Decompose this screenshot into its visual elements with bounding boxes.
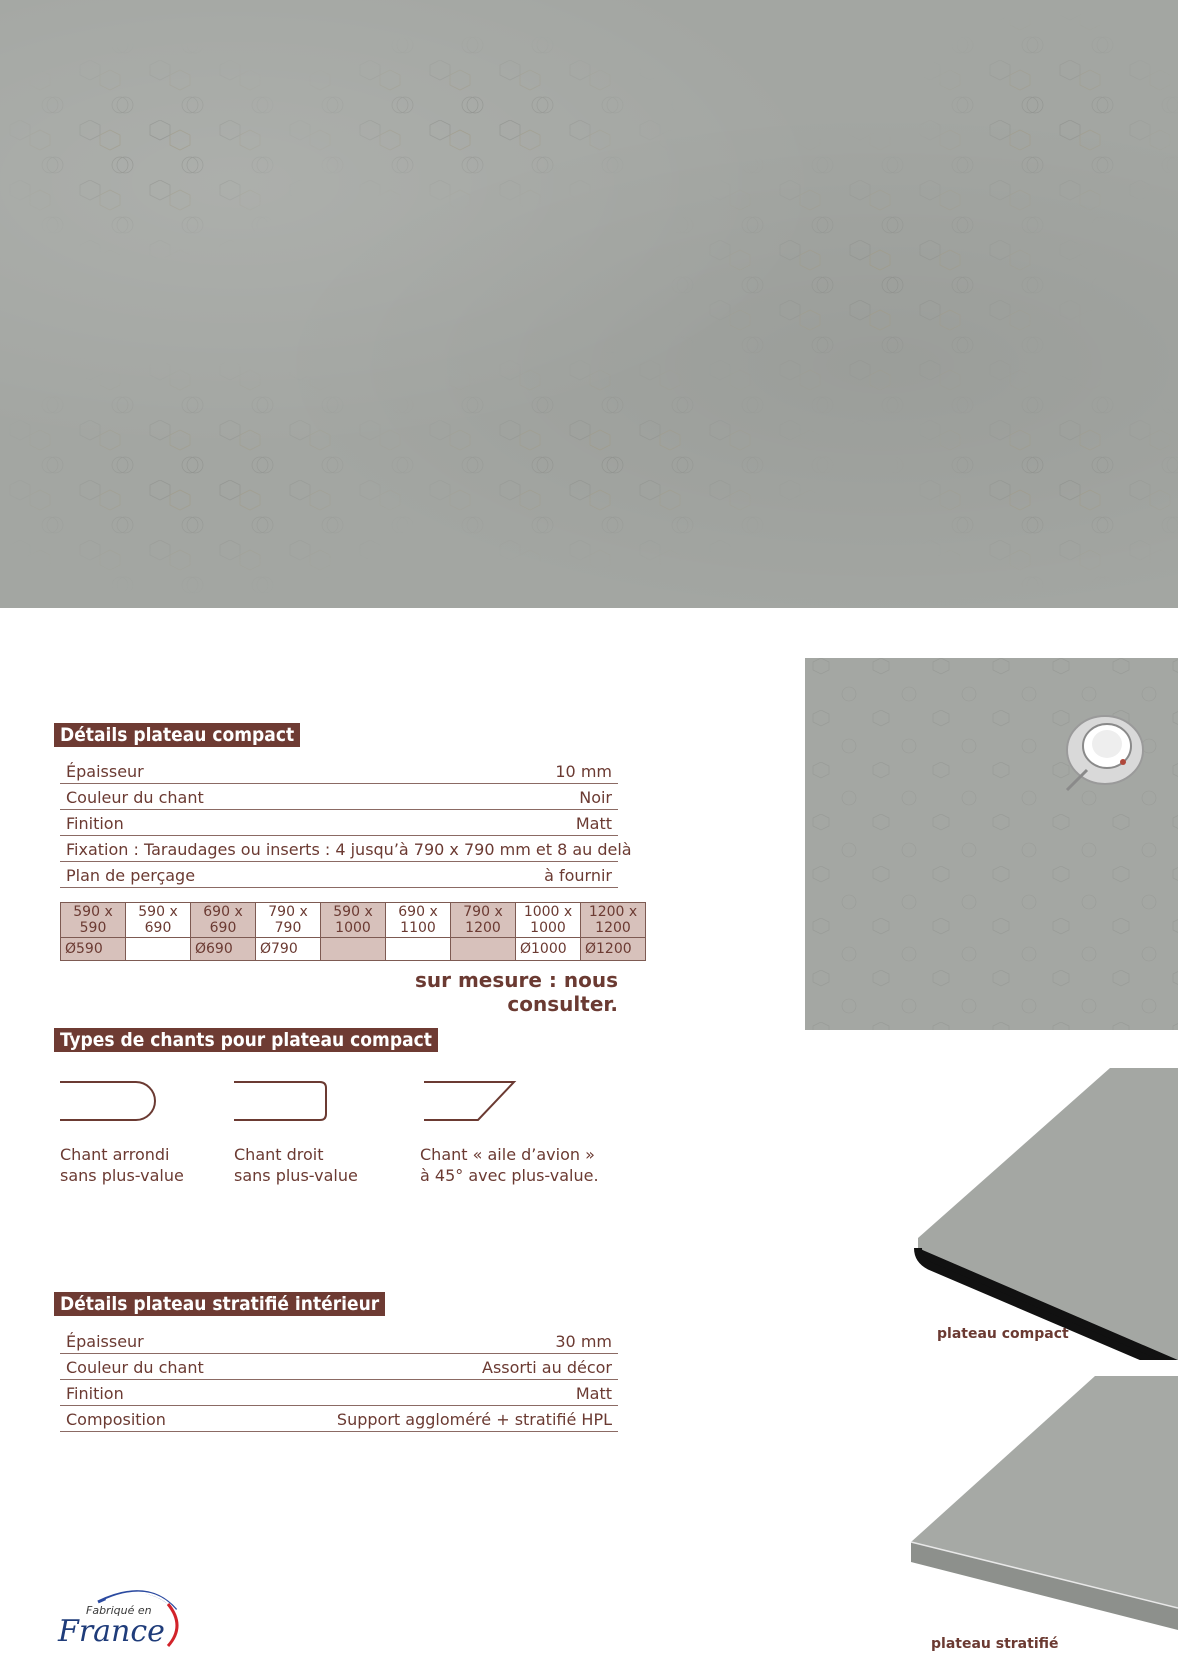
- custom-size-note: sur mesure : nous consulter.: [415, 968, 618, 1016]
- edge-label-rounded: [60, 1144, 184, 1186]
- edge-label-bevel: [420, 1144, 599, 1186]
- size-cell: 590 x 1000: [321, 903, 386, 938]
- caption-compact: plateau compact: [937, 1326, 1069, 1342]
- hexagon-pattern: [0, 0, 1178, 608]
- spec-row: [60, 758, 618, 784]
- size-cell: 1000 x 1000: [516, 903, 581, 938]
- spec-value: Matt: [575, 1384, 612, 1403]
- hero-texture-image: [0, 0, 1178, 608]
- laminate-details-title: Détails plateau stratifié intérieur: [54, 1292, 385, 1316]
- size-cell: 790 x 790: [256, 903, 321, 938]
- spec-label: Plan de perçage: [66, 866, 196, 885]
- cup-icon: [805, 658, 1178, 1030]
- spec-row: [60, 862, 618, 888]
- logo-small-text: Fabriqué en: [86, 1604, 152, 1617]
- size-cell: 690 x 1100: [386, 903, 451, 938]
- spec-row: [60, 836, 632, 862]
- spec-row: [60, 1380, 618, 1406]
- spec-value: Matt: [575, 814, 612, 833]
- spec-row: [60, 1406, 618, 1432]
- diameter-cell: [451, 938, 516, 961]
- diameter-cell: Ø790: [256, 938, 321, 961]
- logo-big-text: France: [58, 1614, 165, 1649]
- spec-label: Finition: [66, 814, 124, 833]
- spec-label: Fixation : Taraudages ou inserts : 4 jusqu’à 790 x 790 mm et 8 au delà: [66, 840, 632, 859]
- edge-types-title: Types de chants pour plateau compact: [54, 1028, 438, 1052]
- spec-label: Couleur du chant: [66, 788, 204, 807]
- tabletop-photo-with-cup: [805, 658, 1178, 1030]
- compact-details-title: Détails plateau compact: [54, 723, 300, 747]
- laminate-spec-list: [60, 1328, 618, 1432]
- spec-value: Assorti au décor: [482, 1358, 612, 1377]
- spec-value: à fournir: [544, 866, 612, 885]
- spec-value: 10 mm: [555, 762, 612, 781]
- diameter-cell: Ø690: [191, 938, 256, 961]
- spec-label: Finition: [66, 1384, 124, 1403]
- edge-label-line: Chant droit: [234, 1145, 324, 1164]
- caption-laminate: plateau stratifié: [931, 1636, 1059, 1652]
- spec-value: Support aggloméré + stratifié HPL: [336, 1410, 612, 1429]
- edge-label-line: à 45° avec plus-value.: [420, 1166, 599, 1185]
- diameter-cell: Ø1000: [516, 938, 581, 961]
- spec-row: [60, 1354, 618, 1380]
- compact-spec-list: [60, 758, 632, 888]
- sizes-table: [60, 902, 646, 961]
- compact-tabletop-corner-image: [910, 1060, 1178, 1360]
- edge-label-line: Chant arrondi: [60, 1145, 170, 1164]
- edge-label-line: sans plus-value: [234, 1166, 358, 1185]
- edge-label-line: sans plus-value: [60, 1166, 184, 1185]
- spec-value: Noir: [579, 788, 612, 807]
- spec-row: [60, 810, 618, 836]
- spec-label: Couleur du chant: [66, 1358, 204, 1377]
- edge-label-straight: [234, 1144, 358, 1186]
- edge-label-line: Chant « aile d’avion »: [420, 1145, 595, 1164]
- diameter-cell: Ø1200: [581, 938, 646, 961]
- size-cell: 590 x 590: [61, 903, 126, 938]
- spec-value: 30 mm: [555, 1332, 612, 1351]
- bevel-edge-diagram: [422, 1078, 532, 1124]
- sizes-diameter-row: [61, 938, 646, 961]
- spec-row: [60, 784, 618, 810]
- diameter-cell: [321, 938, 386, 961]
- size-cell: 790 x 1200: [451, 903, 516, 938]
- spec-label: Composition: [66, 1410, 166, 1429]
- size-cell: 690 x 690: [191, 903, 256, 938]
- size-cell: 590 x 690: [126, 903, 191, 938]
- made-in-france-logo: [58, 1580, 188, 1650]
- spec-label: Épaisseur: [66, 1332, 144, 1351]
- spec-row: [60, 1328, 618, 1354]
- rounded-edge-diagram: [58, 1078, 158, 1124]
- diameter-cell: [126, 938, 191, 961]
- size-cell: 1200 x 1200: [581, 903, 646, 938]
- sizes-rect-row: [61, 903, 646, 938]
- spec-label: Épaisseur: [66, 762, 144, 781]
- diameter-cell: [386, 938, 451, 961]
- diameter-cell: Ø590: [61, 938, 126, 961]
- laminate-tabletop-corner-image: [905, 1372, 1178, 1632]
- straight-edge-diagram: [232, 1078, 332, 1124]
